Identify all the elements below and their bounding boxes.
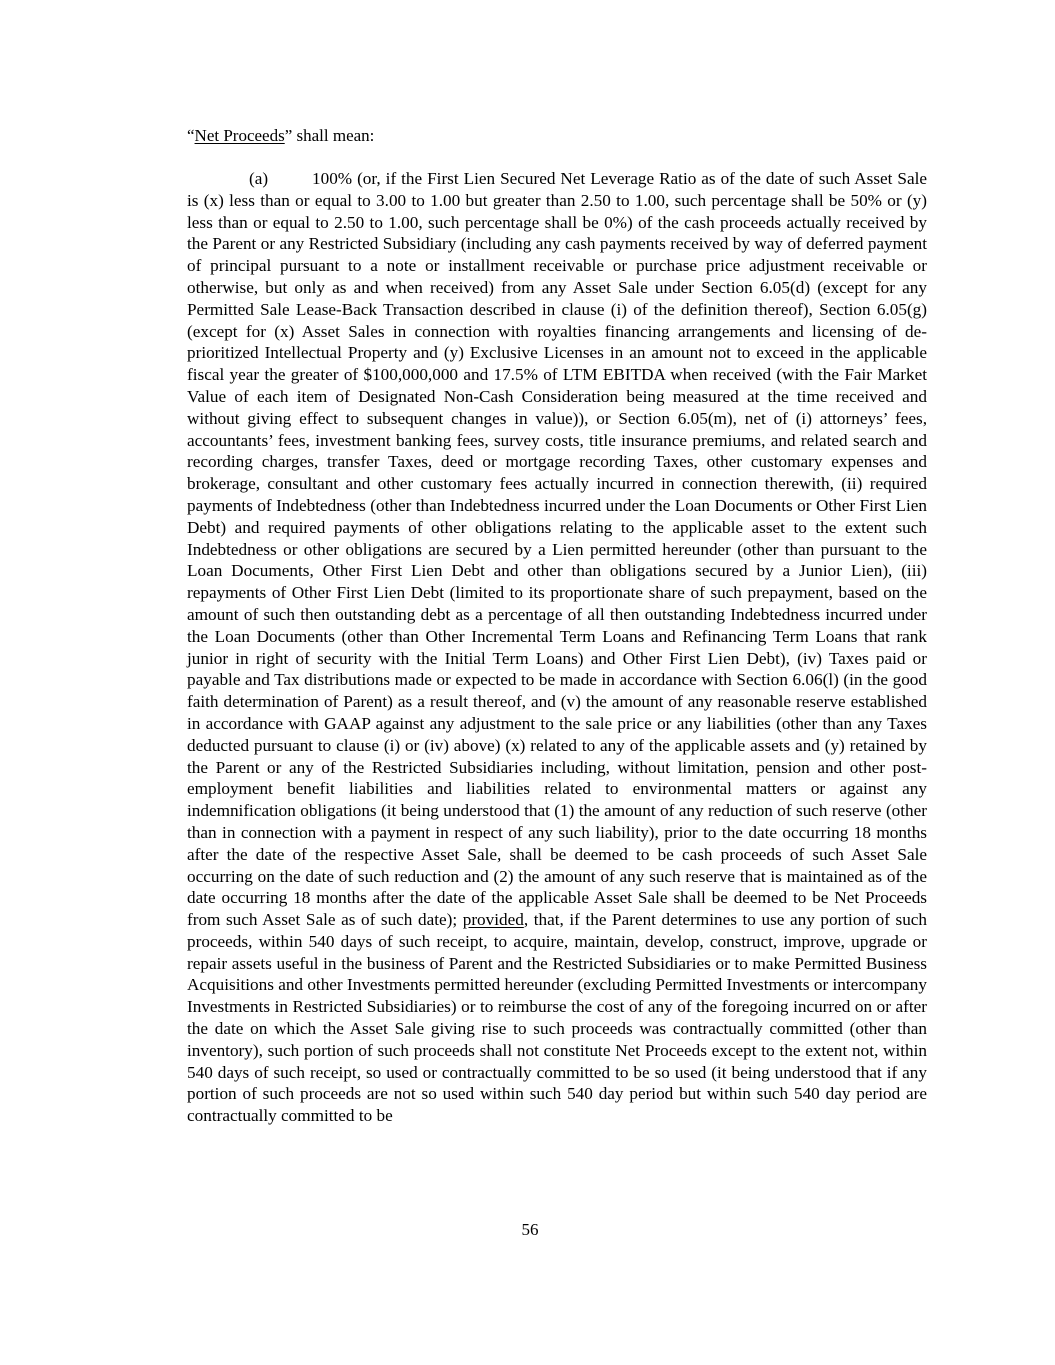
definition-heading	[187, 125, 374, 147]
open-quote: “	[187, 126, 195, 145]
heading-rest: ” shall mean:	[284, 126, 375, 145]
clause-a-text-main: 100% (or, if the First Lien Secured Net Leverage Ratio as of the date of such Asset Sale is (x) less than or equal to 3.00 to 1.00 but greater than 2.50 to 1.00, such percentage shall be 50% or (y) less than or equal to 2.50 to 1.00, such percentage shall be 0%) of the cash proceeds actually received by the Parent or any Restricted Subsidiary (including any cash payments received by way of deferred payment of principal pursuant to a note or installment receivable or purchase price adjustment receivable or otherwise, but only as and when received) from any Asset Sale under Section 6.05(d) (except for any Permitted Sale Lease-Back Transaction described in clause (i) of the definition thereof), Section 6.05(g) (except for (x) Asset Sales in connection with royalties financing arrangements and licensing of de-prioritized Intellectual Property and (y) Exclusive Licenses in an amount not to exceed in the applicable fiscal year the greater of $100,000,000 and 17.5% of LTM EBITDA when received (with the Fair Market Value of each item of Designated Non-Cash Consideration being measured at the time received and without giving effect to subsequent changes in value)), or Section 6.05(m), net of (i) attorneys’ fees, accountants’ fees, investment banking fees, survey costs, title insurance premiums, and related search and recording charges, transfer Taxes, deed or mortgage recording Taxes, other customary expenses and brokerage, consultant and other customary fees actually incurred in connection therewith, (ii) required payments of Indebtedness (other than Indebtedness incurred under the Loan Documents or Other First Lien Debt) and required payments of other obligations relating to the applicable asset to the extent such Indebtedness or other obligations are secured by a Lien permitted hereunder (other than pursuant to the Loan Documents, Other First Lien Debt and other than obligations secured by a Junior Lien), (iii) repayments of Other First Lien Debt (limited to its proportionate share of such prepayment, based on the amount of such then outstanding debt as a percentage of all then outstanding Indebtedness incurred under the Loan Documents (other than Other Incremental Term Loans and Refinancing Term Loans that rank junior in right of security with the Initial Term Loans) and Other First Lien Debt), (iv) Taxes paid or payable and Tax distributions made or expected to be made in accordance with Section 6.06(l) (in the good faith determination of Parent) as a result thereof, and (v) the amount of any reasonable reserve established in accordance with GAAP against any adjustment to the sale price or any liabilities (other than any Taxes deducted pursuant to clause (i) or (iv) above) (x) related to any of the applicable assets and (y) retained by the Parent or any of the Restricted Subsidiaries including, without limitation, pension and other post-employment benefit liabilities and liabilities related to environmental matters or against any indemnification obligations (it being understood that (1) the amount of any reduction of such reserve (other than in connection with a payment in respect of any such liability), prior to the date occurring 18 months after the date of the respective Asset Sale, shall be deemed to be cash proceeds of such Asset Sale occurring on the date of such reduction and (2) the amount of any such reserve that is maintained as of the date occurring 18 months after the date of the applicable Asset Sale shall be deemed to be Net Proceeds from such Asset Sale as of such date);	[187, 169, 927, 930]
clause-label: (a)	[249, 169, 269, 188]
clause-a-text-after-proviso: , that, if the Parent determines to use any portion of such proceeds, within 540 days of such receipt, to acquire, maintain, develop, construct, improve, upgrade or repair assets useful in the business of Parent and the Restricted Subsidiaries or to make Permitted Business Acquisitions and other Investments permitted hereunder (excluding Permitted Investments or intercompany Investments in Restricted Subsidiaries) or to reimburse the cost of any of the foregoing incurred on or after the date on which the Asset Sale giving rise to such proceeds was contractually committed (other than inventory), such portion of such proceeds shall not constitute Net Proceeds except to the extent not, within 540 days of such receipt, so used or contractually committed to be so used (it being understood that if any portion of such proceeds are not so used within such 540 day period but within such 540 day period are contractually committed to be	[187, 910, 928, 1126]
defined-term: Net Proceeds	[194, 126, 285, 145]
proviso-term: provided	[462, 910, 524, 930]
page-number: 56	[521, 1220, 539, 1239]
clause-a-paragraph	[187, 168, 927, 1127]
